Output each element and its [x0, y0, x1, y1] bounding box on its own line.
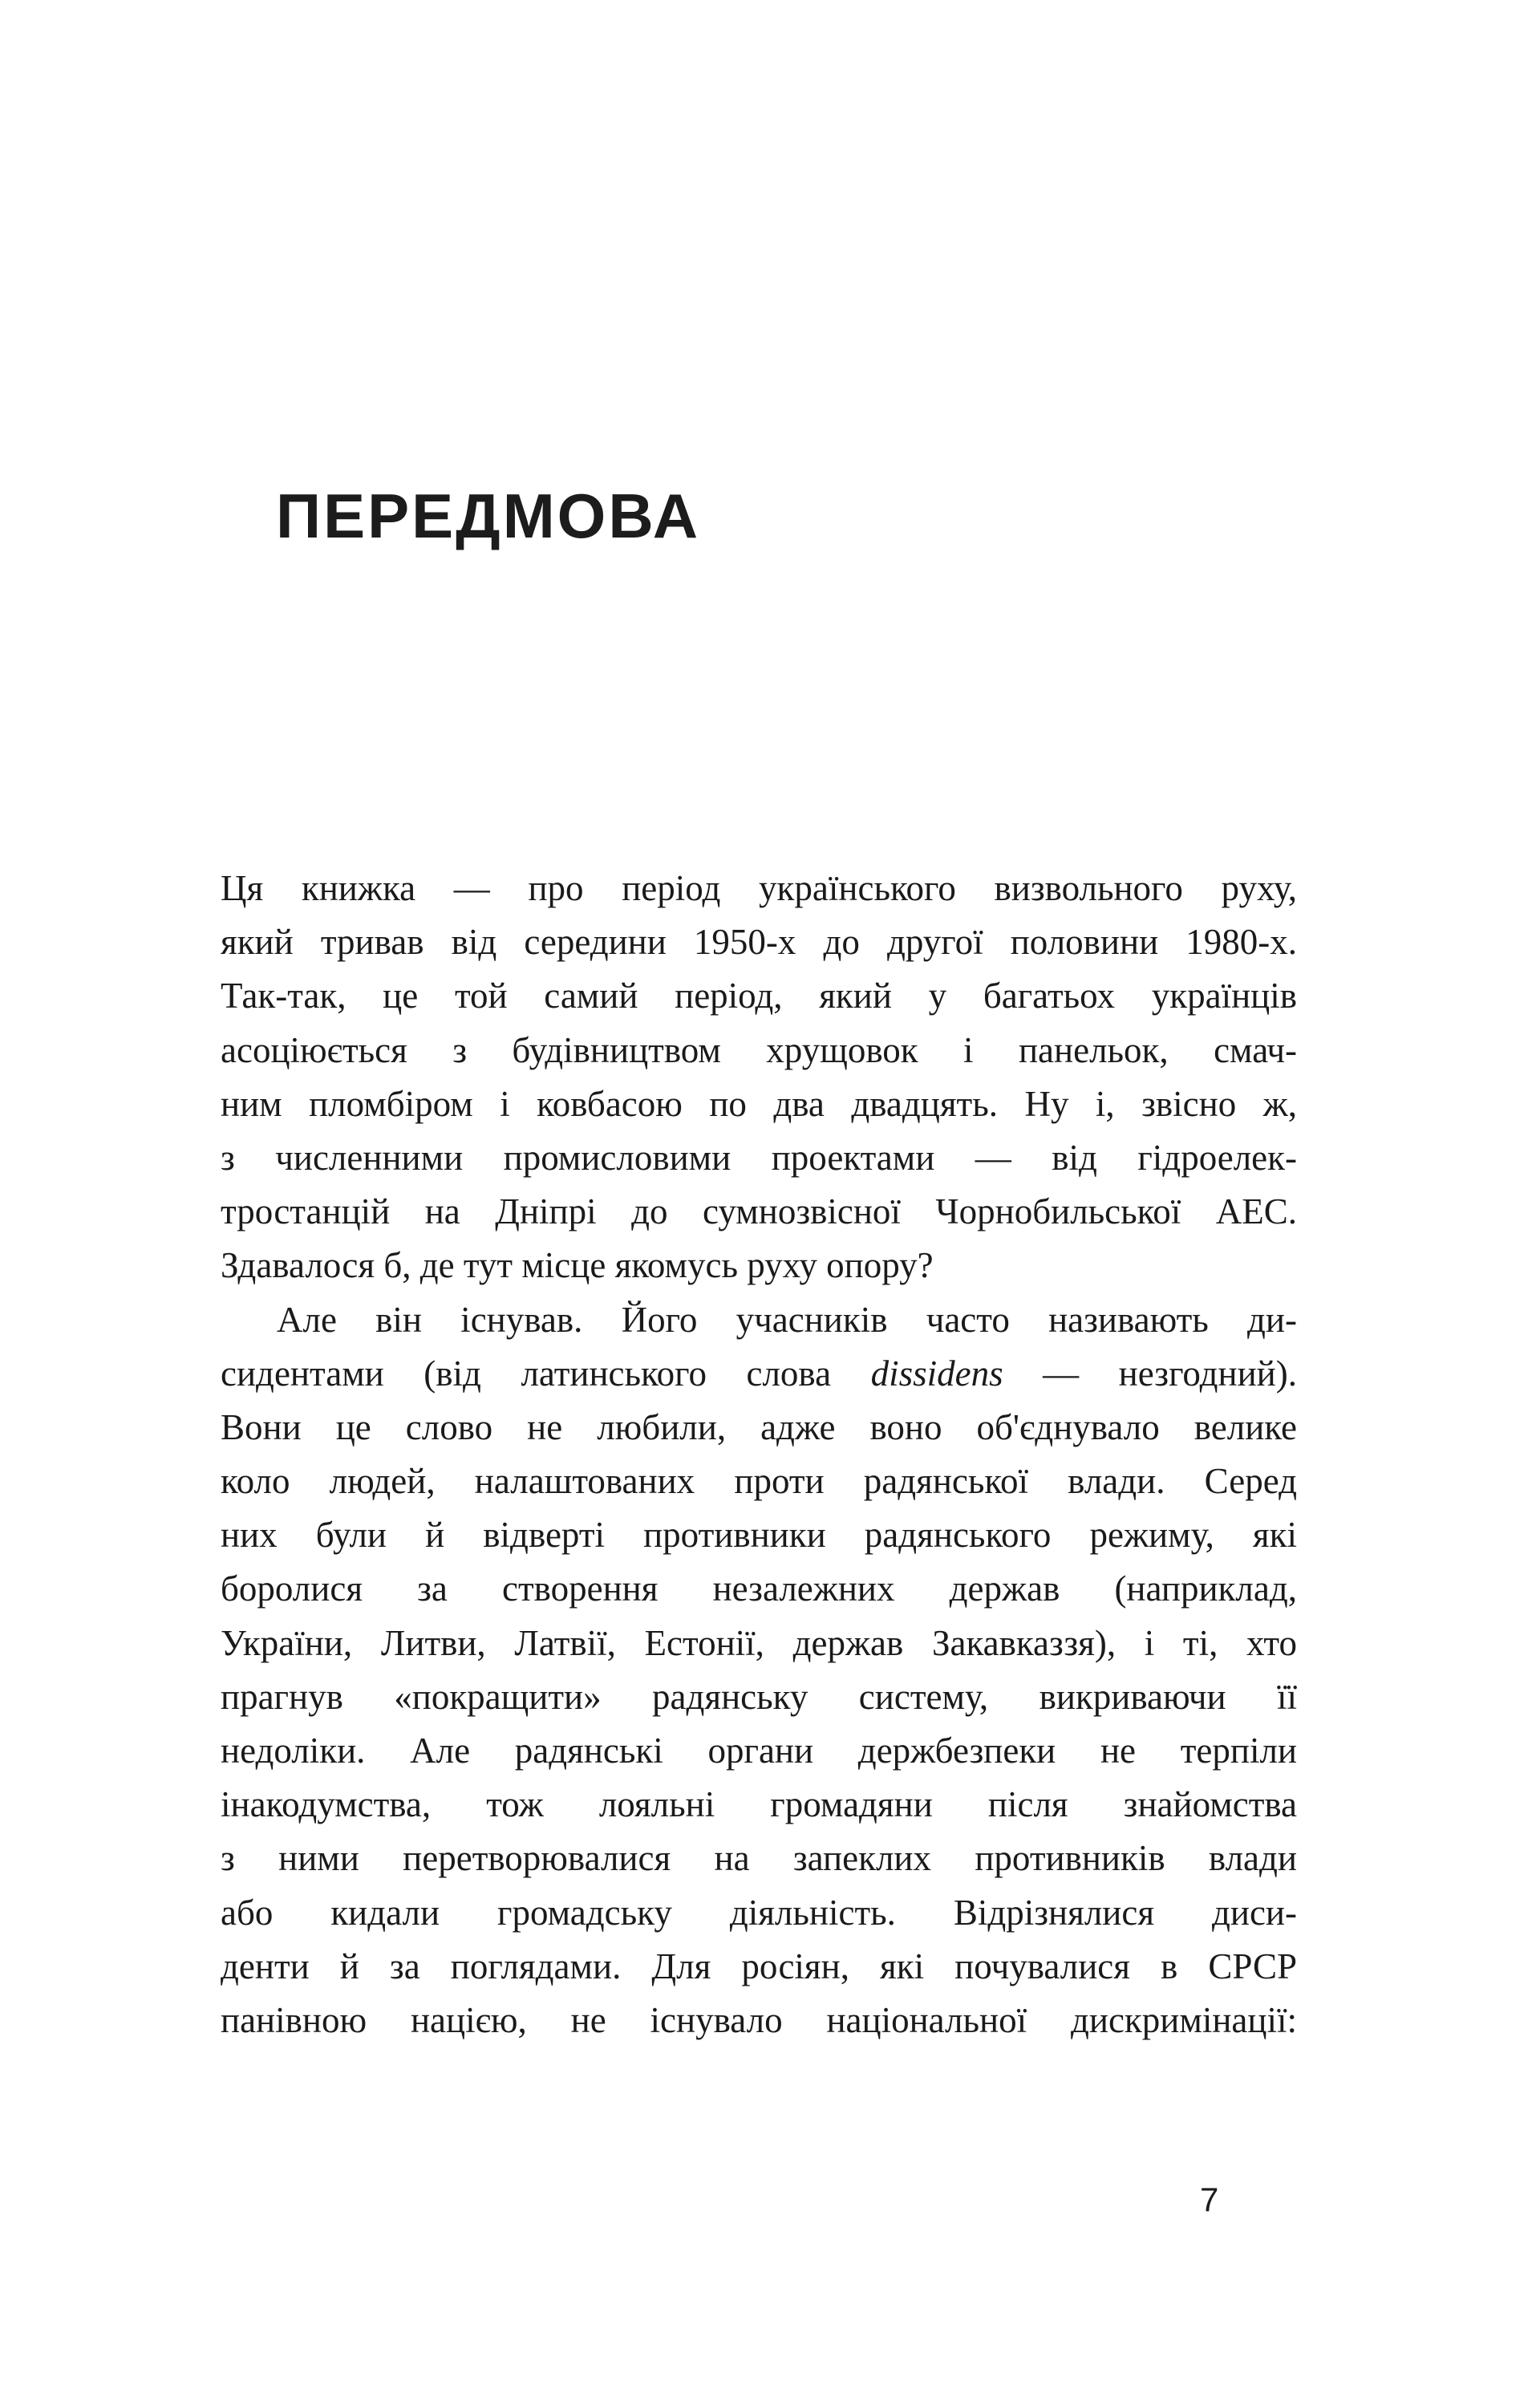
text-segment: сидентами (від латинського слова	[221, 1353, 871, 1394]
chapter-heading: ПЕРЕДМОВА	[276, 481, 701, 551]
paragraph-1	[221, 862, 1297, 1293]
body-text	[221, 862, 1297, 2047]
text-line: Вони це слово не любили, адже воно об'єднувало велике	[221, 1406, 1297, 1447]
text-line: прагнув «покращити» радянську систему, викриваючи її	[221, 1676, 1297, 1717]
italic-term: dissidens	[870, 1353, 1003, 1394]
text-line: інакодумства, тож лояльні громадяни після знайомства	[221, 1784, 1297, 1825]
paragraph-2	[221, 1293, 1297, 2048]
text-line: денти й за поглядами. Для росіян, які почувалися в СРСР	[221, 1946, 1297, 1986]
text-line: панівною нацією, не існувало національної дискримінації:	[221, 1999, 1297, 2040]
text-line: Але він існував. Його учасників часто називають ди-	[277, 1299, 1297, 1340]
text-line: них були й відверті противники радянського режиму, які	[221, 1515, 1297, 1556]
text-line: недоліки. Але радянські органи держбезпеки не терпіли	[221, 1731, 1297, 1771]
text-segment: — незгодний).	[1003, 1353, 1297, 1394]
text-line: України, Литви, Латвії, Естонії, держав Закавказзя), і ті, хто	[221, 1622, 1297, 1663]
text-line: з ними перетворювалися на запеклих противників влади	[221, 1838, 1297, 1879]
text-line: тростанцій на Дніпрі до сумнозвісної Чорнобильської АЕС.	[221, 1191, 1297, 1232]
text-line: Ця книжка — про період українського визвольного руху,	[221, 868, 1297, 908]
text-line: Здавалося б, де тут місце якомусь руху опору?	[221, 1245, 934, 1286]
text-line: Так-так, це той самий період, який у багатьох українців	[221, 976, 1297, 1016]
text-line: ним пломбіром і ковбасою по два двадцять. Ну і, звісно ж,	[221, 1083, 1297, 1124]
text-line: який тривав від середини 1950-х до другої половини 1980-х.	[221, 922, 1297, 963]
text-line: з численними промисловими проектами — від гідроелек-	[221, 1137, 1297, 1178]
text-line	[221, 1347, 1297, 1401]
text-line: боролися за створення незалежних держав (наприклад,	[221, 1568, 1297, 1609]
text-line: або кидали громадську діяльність. Відрізнялися диси-	[221, 1892, 1297, 1933]
text-line: асоціюється з будівництвом хрущовок і панельок, смач-	[221, 1029, 1297, 1070]
text-line: коло людей, налаштованих проти радянської влади. Серед	[221, 1461, 1297, 1502]
page-number: 7	[1200, 2181, 1219, 2218]
